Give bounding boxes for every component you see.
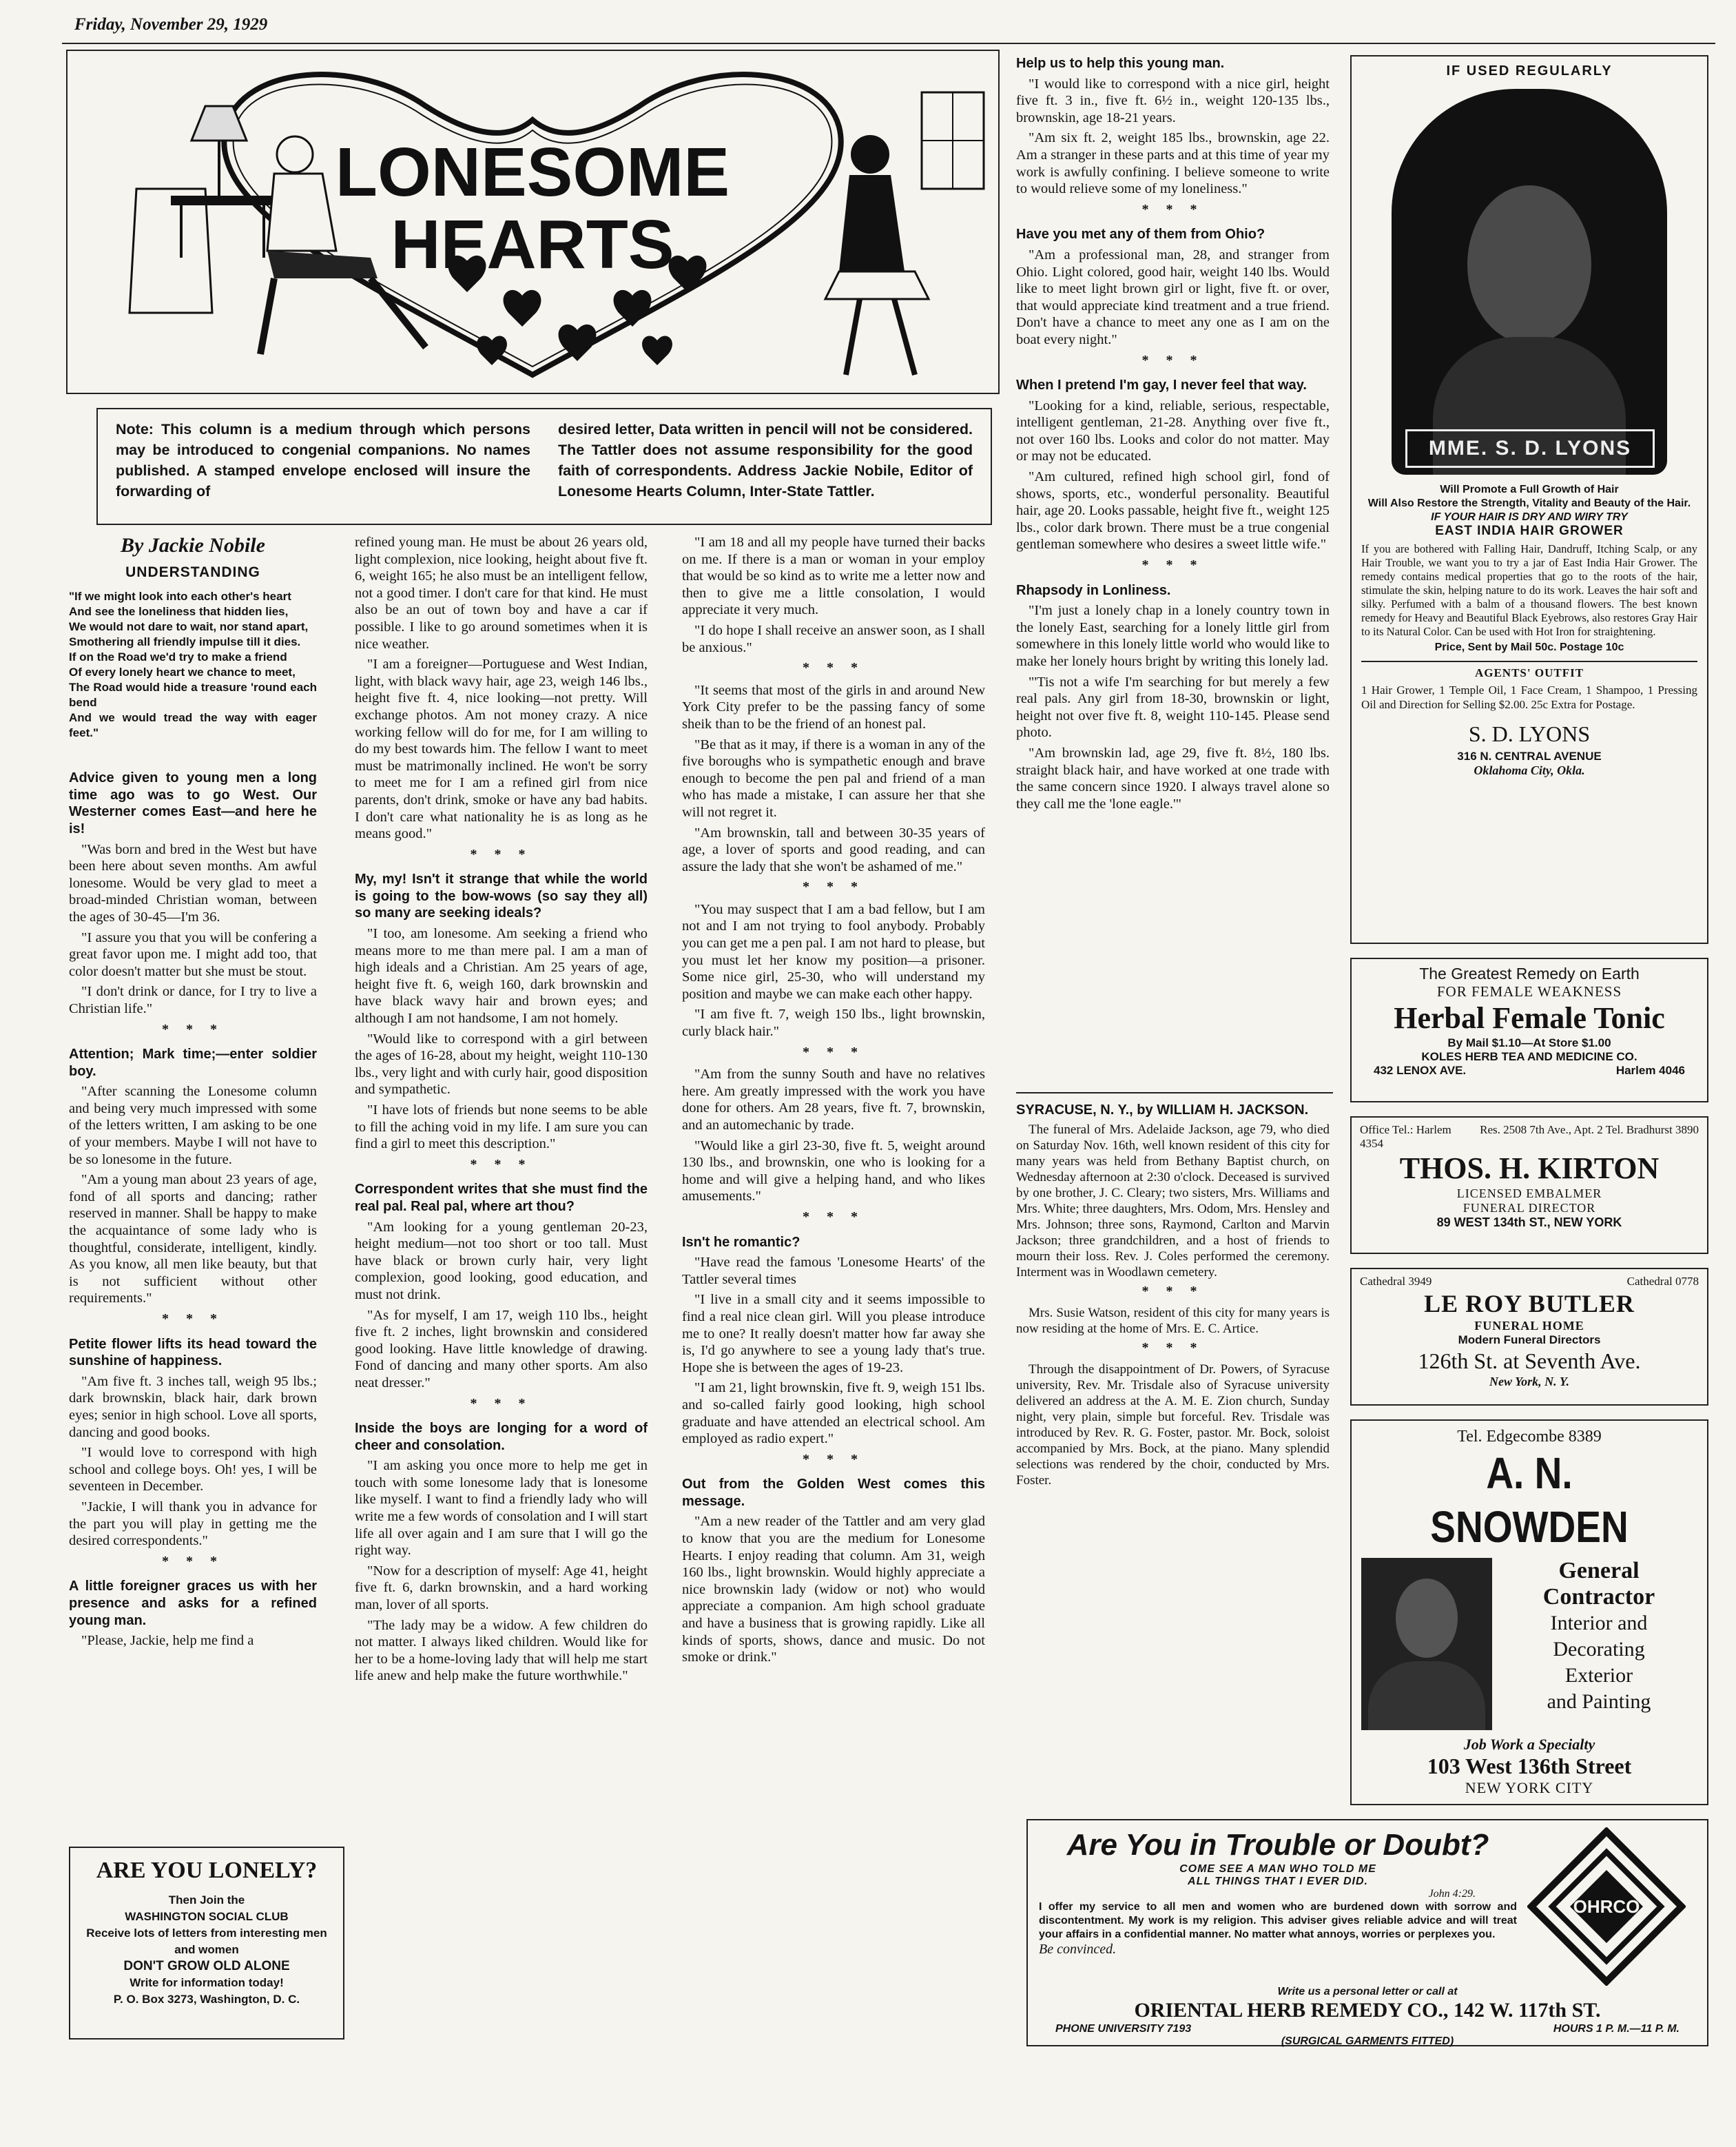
ad-outfit: 1 Hair Grower, 1 Temple Oil, 1 Face Cream, 1 Shampoo, 1 Pressing Oil and Direction for Selling $2.00. 25c Extra for Postage. bbox=[1361, 684, 1697, 711]
ad-phone: Harlem 4046 bbox=[1615, 1064, 1685, 1077]
ad-line: Write for information today! bbox=[130, 1976, 284, 1989]
section-heading: Out from the Golden West comes this message. bbox=[682, 1477, 985, 1509]
ad-address: 126th St. at Seventh Ave. bbox=[1418, 1348, 1641, 1373]
ad-price: By Mail $1.10—At Store $1.00 bbox=[1447, 1036, 1611, 1049]
divider bbox=[1016, 1092, 1333, 1093]
seated-woman-figure bbox=[825, 92, 984, 375]
ad-top: IF USED REGULARLY bbox=[1446, 63, 1613, 79]
ad-line: Job Work a Specialty bbox=[1463, 1736, 1595, 1753]
paragraph: "I don't drink or dance, for I try to live a Christian life." bbox=[69, 984, 317, 1016]
ad-line: IF YOUR HAIR IS DRY AND WIRY TRY bbox=[1431, 511, 1628, 523]
ad-herbal-female-tonic bbox=[1350, 958, 1708, 1102]
ad-address: 316 N. CENTRAL AVENUE bbox=[1457, 750, 1602, 763]
ohrco-logo-icon bbox=[1527, 1827, 1686, 1986]
ad-price: Price, Sent by Mail 50c. Postage 10c bbox=[1434, 641, 1624, 653]
lonesome-hearts-artwork bbox=[68, 51, 998, 393]
paragraph: "Would like to correspond with a girl between the ages of 16-28, about my height, weight 110-130 lbs., very light and with curly hair, good disposition and sympathetic. bbox=[355, 1031, 648, 1098]
paragraph: refined young man. He must be about 26 years old, light complexion, nice looking, height about five ft. 6, weight 165; he also must be an intelligent fellow, not a good timer. I don't care for that kind. He must also be an out of town boy and have a car if possible. I like to go around sometimes when it is nice weather. bbox=[355, 535, 648, 652]
section-heading: A little foreigner graces us with her presence and asks for a refined young man. bbox=[69, 1579, 317, 1628]
column-2 bbox=[355, 534, 648, 2057]
ad-line: The Greatest Remedy on Earth bbox=[1419, 965, 1640, 983]
ad-address: 103 West 136th Street bbox=[1427, 1754, 1632, 1778]
paragraph: "It seems that most of the girls in and around New York City prefer to be the passing fancy of some sheik than to be the friend of an honest pal. bbox=[682, 682, 985, 732]
column-1 bbox=[69, 537, 317, 1836]
paragraph: "Now for a description of myself: Age 41, height five ft. 6, darkn brownskin, and a hard working man, lover of all sports. bbox=[355, 1563, 648, 1613]
paragraph: "I live in a small city and it seems impossible to find a real nice clean girl. Will you please introduce me to one? It really doesn't matter how far away she is, I'd go anywhere to see a young lady that's true. Hope she is between the ages of 19-23. bbox=[682, 1292, 985, 1375]
ad-phone: PHONE UNIVERSITY 7193 bbox=[1055, 2023, 1192, 2035]
portrait-image bbox=[1392, 89, 1667, 475]
separator: * * * bbox=[470, 1395, 533, 1411]
ad-line: Then Join the bbox=[168, 1893, 245, 1907]
ad-oriental-herb-remedy bbox=[1026, 1819, 1708, 2046]
section-heading: Inside the boys are longing for a word of cheer and consolation. bbox=[355, 1421, 648, 1453]
paragraph: "I am 21, light brownskin, five ft. 9, weigh 151 lbs. and so-called fairly good looking, high school graduate and have attended an electrical school. Am employed as radio expert." bbox=[682, 1380, 985, 1447]
portrait-shoulders bbox=[1368, 1661, 1485, 1730]
poem bbox=[69, 589, 317, 741]
ad-east-india-hair-grower bbox=[1350, 55, 1708, 944]
lamp-icon bbox=[171, 106, 274, 258]
ad-company: ORIENTAL HERB REMEDY CO., 142 W. 117th ST. bbox=[1134, 1999, 1601, 2022]
ohrco-logo bbox=[1517, 1827, 1696, 1986]
ad-city: New York, N. Y. bbox=[1489, 1375, 1569, 1388]
paragraph: Through the disappointment of Dr. Powers, of Syracuse university, Rev. Mr. Trisdale also of Syracuse university delivered an address at the A. M. E. Zion church, Sunday night, very plain, simple but forceful. Rev. Trisdale was introduced by Rev. R. G. Foster, pastor. Mr. Bock, soloist accompanied by Mrs. Bock, at the piano. Many splendid selections was rendered by the choir, conducted by Mrs. Foster. bbox=[1016, 1362, 1330, 1488]
ad-verse: John 4:29. bbox=[1428, 1888, 1476, 1900]
ad-line: Interior and bbox=[1550, 1612, 1648, 1634]
ad-line: FUNERAL HOME bbox=[1474, 1319, 1584, 1333]
separator: * * * bbox=[803, 1209, 865, 1224]
poem-line: The Road would hide a treasure 'round each bend bbox=[69, 681, 317, 710]
ad-title: ARE YOU LONELY? bbox=[96, 1858, 318, 1883]
ad-line: FOR FEMALE WEAKNESS bbox=[1436, 983, 1622, 1000]
ad-line: and Painting bbox=[1547, 1690, 1651, 1713]
paragraph: "I am asking you once more to help me get in touch with some lonesome lady that is lonesome like myself. I want to find a friendly lady who will write me a few words of consolation and I will start life all over again and I am sure that I will go the right way. bbox=[355, 1458, 648, 1559]
poem-line: Smothering all friendly impulse till it dies. bbox=[69, 635, 301, 649]
paragraph: "Have read the famous 'Lonesome Hearts' of the Tattler several times bbox=[682, 1255, 985, 1287]
paragraph: "I assure you that you will be confering a great favor upon me. I might add too, that color doesn't matter but she must be stout. bbox=[69, 929, 317, 979]
paragraph: "I too, am lonesome. Am seeking a friend who means more to me than mere pal. I am a man of high ideals and a Christian. Am 25 years of age, height five ft. 6, weigh 160, dark brownskin and have black wavy hair and brown eyes; and although I am not handsome, I am not homely. bbox=[355, 926, 648, 1027]
paragraph: "Am looking for a young gentleman 20-23, height medium—not too short or too tall. Must have black or brown curly hair, very light complexion, good looking, good education, and must not drink. bbox=[355, 1219, 648, 1302]
section-heading: Rhapsody in Lonliness. bbox=[1016, 582, 1171, 598]
editor-note bbox=[96, 408, 992, 525]
separator: * * * bbox=[162, 1553, 224, 1569]
ad-snowden-contractor bbox=[1350, 1419, 1708, 1805]
note-left: Note: This column is a medium through which persons may be introduced to congenial companions. No names published. A stamped envelope enclosed will insure the forwarding of bbox=[116, 421, 530, 500]
separator: * * * bbox=[470, 1156, 533, 1172]
paragraph: "Am five ft. 3 inches tall, weigh 95 lbs.; dark brownskin, black hair, dark brown eyes; senior in high school. Love all sports, dancing and good books. bbox=[69, 1373, 317, 1440]
separator: * * * bbox=[1141, 1340, 1204, 1355]
poem-line: If on the Road we'd try to make a friend bbox=[69, 650, 287, 664]
paragraph: "I would love to correspond with high school and college boys. Oh! yes, I will be seventeen in December. bbox=[69, 1445, 317, 1494]
section-heading: Petite flower lifts its head toward the sunshine of happiness. bbox=[69, 1336, 317, 1369]
header-illustration bbox=[66, 50, 1000, 394]
ad-line: Will Also Restore the Strength, Vitality and Beauty of the Hair. bbox=[1367, 497, 1691, 509]
separator: * * * bbox=[162, 1021, 224, 1037]
section-heading: SYRACUSE, N. Y., by WILLIAM H. JACKSON. bbox=[1016, 1102, 1309, 1118]
ad-line: WASHINGTON SOCIAL CLUB bbox=[125, 1910, 289, 1923]
paragraph: "Am a new reader of the Tattler and am very glad to know that you are the medium for Lonesome Hearts. I enjoy reading that column. Am 31, weigh 160 lbs., light brownskin. Would highly appreciate a nice brownskin lady (widow or not) who would appreciate a companion. Am high school graduate and have a business that is growing rapidly. Like all kinds of sports, shows, dance and music. Do not smoke or drink." bbox=[682, 1514, 985, 1665]
portrait-face bbox=[1467, 185, 1591, 344]
ad-line: Receive lots of letters from interesting men and women bbox=[86, 1927, 327, 1956]
dateline: Friday, November 29, 1929 bbox=[74, 15, 268, 34]
ad-line: Be convinced. bbox=[1039, 1942, 1117, 1957]
poem-title: UNDERSTANDING bbox=[125, 564, 260, 580]
separator: * * * bbox=[1141, 201, 1204, 217]
ad-phone: Cathedral 3949 bbox=[1360, 1275, 1432, 1288]
ad-name: A. N. SNOWDEN bbox=[1430, 1448, 1629, 1552]
ad-maker: KOLES HERB TEA AND MEDICINE CO. bbox=[1421, 1050, 1637, 1063]
paragraph: "As for myself, I am 17, weigh 110 lbs., height five ft. 2 inches, light brownskin and considered good looking. Have little knowledge of drawing. Fond of dancing and many other sports. Am also neat dresser." bbox=[355, 1307, 648, 1390]
ad-name: THOS. H. KIRTON bbox=[1399, 1151, 1660, 1185]
column-4 bbox=[1016, 55, 1330, 1068]
paragraph: "Would like a girl 23-30, five ft. 5, weight around 130 lbs., and brownskin, one who is looking for a home and will give a helping hand, and who likes amusements." bbox=[682, 1138, 985, 1204]
paragraph: "Was born and bred in the West but have been here about seven months. Am awful lonesome. Would be very glad to meet a broad-minded Christian woman, between the ages of 30-45—I'm 36. bbox=[69, 841, 317, 925]
intro: Advice given to young men a long time ago was to go West. Our Westerner comes East—and here he is! bbox=[69, 770, 317, 836]
section-heading: Have you met any of them from Ohio? bbox=[1016, 227, 1265, 243]
ad-washington-social-club bbox=[69, 1847, 344, 2040]
paragraph: "Jackie, I will thank you in advance for the part you will play in getting me the desired correspondents." bbox=[69, 1499, 317, 1549]
portrait-image bbox=[1361, 1558, 1492, 1730]
ad-line: Modern Funeral Directors bbox=[1458, 1333, 1601, 1346]
ad-body: I offer my service to all men and women who are burdened down with sorrow and discontentment. My work is my religion. This adviser gives reliable advice and will treat your affairs in a confidential manner. No matter what annoys, worries or perplexes you. bbox=[1039, 1901, 1517, 1940]
separator: * * * bbox=[1141, 557, 1204, 573]
ad-line: Write us a personal letter or call at bbox=[1277, 1986, 1458, 1997]
poem-line: And see the loneliness that hidden lies, bbox=[69, 605, 289, 619]
ad-line: P. O. Box 3273, Washington, D. C. bbox=[113, 1993, 300, 2006]
ad-line: ALL THINGS THAT I EVER DID. bbox=[1188, 1876, 1368, 1887]
section-heading: When I pretend I'm gay, I never feel that way. bbox=[1016, 378, 1307, 393]
paragraph: "Am brownskin lad, age 29, five ft. 8½, 180 lbs. straight black hair, and have worked at one trade with the same concern since 1920. I always travel alone so they call me the 'lone eagle.'" bbox=[1016, 745, 1330, 812]
ad-line: Decorating bbox=[1553, 1638, 1645, 1661]
section-heading: Help us to help this young man. bbox=[1016, 56, 1225, 71]
title-line-1: LONESOME bbox=[335, 134, 730, 211]
ad-line: Will Promote a Full Growth of Hair bbox=[1440, 484, 1619, 495]
ad-city: NEW YORK CITY bbox=[1465, 1779, 1594, 1796]
ad-line: DON'T GROW OLD ALONE bbox=[123, 1959, 290, 1973]
paragraph: "I'm just a lonely chap in a lonely country town in the lonely East, searching for a lonely little girl from somewhere in this lonely little world who would like to make her lonely hours bright by writing this lonely lad. bbox=[1016, 603, 1330, 669]
title-line-2: HEARTS bbox=[391, 206, 674, 283]
ad-name: LE ROY BUTLER bbox=[1424, 1290, 1635, 1317]
paragraph: "Looking for a kind, reliable, serious, respectable, intelligent gentleman, 21-28. Anything over five ft., not over 160 lbs. Looks and color do not matter. May or may not be educated. bbox=[1016, 398, 1330, 464]
ad-line: COME SEE A MAN WHO TOLD ME bbox=[1179, 1863, 1376, 1875]
paragraph: "'Tis not a wife I'm searching for but merely a few real pals. Any girl from 18-30, brownskin or light, height not over five ft. 8, weight 110-145. Please send photo. bbox=[1016, 674, 1330, 741]
ad-phone: Tel. Edgecombe 8389 bbox=[1457, 1428, 1602, 1446]
paragraph: "I have lots of friends but none seems to be able to fill the aching void in my life. I am sure you can find a girl to meet this description." bbox=[355, 1102, 648, 1152]
paragraph: "Am a young man about 23 years of age, fond of all sports and dancing; rather reserved in manner. Shall be happy to make the acquaintance of some lady who is thoughtful, considerate, intelligent, kindly. As you know, all men like beauty, but that is not sufficient without other requirements." bbox=[69, 1172, 317, 1306]
section-heading: Attention; Mark time;—enter soldier boy. bbox=[69, 1047, 317, 1079]
section-heading: My, my! Isn't it strange that while the world is going to the bow-wows (so say they all) so many are seeking ideals? bbox=[355, 872, 648, 921]
ad-address: 89 WEST 134th ST., NEW YORK bbox=[1436, 1215, 1622, 1229]
paragraph: "I am five ft. 7, weigh 150 lbs., light brownskin, curly black hair." bbox=[682, 1007, 985, 1040]
separator: * * * bbox=[1141, 1284, 1204, 1299]
poem-line: Of every lonely heart we chance to meet, bbox=[69, 666, 296, 679]
separator: * * * bbox=[803, 660, 865, 676]
ad-line: (SURGICAL GARMENTS FITTED) bbox=[1281, 2035, 1454, 2047]
ad-title: Are You in Trouble or Doubt? bbox=[1066, 1828, 1489, 1862]
ad-line: EAST INDIA HAIR GROWER bbox=[1435, 524, 1624, 538]
section-heading: Isn't he romantic? bbox=[682, 1234, 800, 1250]
poem-line: And we would tread the way with eager feet." bbox=[69, 711, 317, 740]
paragraph: "I am a foreigner—Portuguese and West Indian, light, with black wavy hair, age 23, weigh 146 lbs., height five ft. 4, nice looking—not pretty. Will exchange photos. Am not money crazy. A nice working fellow will do for me, for I am willing to do my best towards him. The fellow I want to meet must be matrimonally inclined. He won't be sorry to meet me for I am a refined girl from nice parents, don't drink, smoke or have any bad habits. I don't care what nationality he is as long as he means good." bbox=[355, 657, 648, 842]
ad-line: Contractor bbox=[1542, 1584, 1655, 1610]
ad-body: If you are bothered with Falling Hair, Dandruff, Itching Scalp, or any Hair Trouble, we want you to try a jar of East India Hair Grower. The remedy contains medical properties that go to the roots of the hair, stimulate the skin, helping nature to do its work. Leaves the hair soft and silky. Perfumed with a balm of a thousand flowers. The best known remedy for Heavy and Beautiful Black Eyebrows, also restores Gray Hair to its Natural Color. Can be used with Hot Iron for straightening. bbox=[1361, 542, 1697, 638]
ad-title: Herbal Female Tonic bbox=[1394, 1001, 1665, 1035]
ad-line: LICENSED EMBALMER bbox=[1456, 1186, 1602, 1200]
syracuse-news bbox=[1016, 1102, 1330, 1888]
paragraph: "Please, Jackie, help me find a bbox=[81, 1633, 254, 1649]
ad-line: General bbox=[1558, 1558, 1640, 1583]
ad-line: FUNERAL DIRECTOR bbox=[1463, 1201, 1596, 1215]
ad-office-phone: Office Tel.: Harlem 4354 bbox=[1360, 1123, 1451, 1150]
poem-line: "If we might look into each other's heart bbox=[69, 590, 291, 604]
ad-city: Oklahoma City, Okla. bbox=[1474, 763, 1585, 777]
logo-text: OHRCO bbox=[1573, 1896, 1640, 1917]
ad-le-roy-butler bbox=[1350, 1268, 1708, 1406]
ad-outfit-title: AGENTS' OUTFIT bbox=[1474, 666, 1584, 679]
paragraph: "Be that as it may, if there is a woman in any of the five boroughs who is sympathetic enough and brave enough to become the pen pal and friend of a man who has made a mistake, I can assure her that she will not regret it. bbox=[682, 737, 985, 820]
paragraph: "The lady may be a widow. A few children do not matter. I always liked children. Would like for her to be a home-loving lady that will help me start life anew and help make the future worthwhile." bbox=[355, 1617, 648, 1684]
paragraph: "I do hope I shall receive an answer soon, as I shall be anxious." bbox=[682, 622, 985, 655]
paragraph: Mrs. Susie Watson, resident of this city for many years is now residing at the home of Mrs. E. C. Artice. bbox=[1016, 1306, 1330, 1336]
separator: * * * bbox=[1141, 352, 1204, 368]
paragraph: "After scanning the Lonesome column and being very much impressed with some of the letters written, I am asking to be one of your members. Maybe I will not have to be so lonesome in the future. bbox=[69, 1084, 317, 1167]
separator: * * * bbox=[470, 846, 533, 862]
byline: By Jackie Nobile bbox=[121, 537, 265, 557]
poem-line: We would not dare to wait, nor stand apart, bbox=[69, 620, 309, 634]
ad-kirton-embalmer bbox=[1350, 1116, 1708, 1254]
portrait-caption: MME. S. D. LYONS bbox=[1405, 429, 1655, 468]
section-heading: Correspondent writes that she must find the real pal. Real pal, where art thou? bbox=[355, 1182, 648, 1214]
separator: * * * bbox=[162, 1311, 224, 1326]
paragraph: "Am from the sunny South and have no relatives here. Am greatly impressed with the work you have done for others. Am 28 years, five ft. 7, brownskin, and an automechanic by trade. bbox=[682, 1067, 985, 1133]
paragraph: "I would like to correspond with a nice girl, height five ft. 3 in., five ft. 6½ in., weight 120-135 lbs., brownskin, age 18-21 years. bbox=[1016, 76, 1330, 125]
separator: * * * bbox=[803, 879, 865, 895]
separator: * * * bbox=[803, 1451, 865, 1467]
paragraph: "Am cultured, refined high school girl, fond of shows, sports, etc., wonderful personality. Beautiful hair, age 20. Looks passable, height five ft., weight 125 lbs., color dark brown. There must be a true congenial gentleman somewhere who desires a sweet little wife." bbox=[1016, 469, 1330, 553]
paragraph: "You may suspect that I am a bad fellow, but I am not and I am not trying to fool anybody. Probably you can get me a pen pal. I am not hard to please, but you must let her know my position—a prisoner. Some nice girl, 25-30, who will understand my position and maybe we can make each other happy. bbox=[682, 901, 985, 1002]
ad-hours: HOURS 1 P. M.—11 P. M. bbox=[1553, 2023, 1680, 2035]
top-rule bbox=[62, 43, 1715, 44]
paragraph: "Am a professional man, 28, and stranger from Ohio. Light colored, good hair, weight 140 lbs. Would like to meet light brown girl or light, five ft. or over, that would appreciate kind treatment and a true friend. Don't have a chance to meet any one as I am on the boat every night." bbox=[1016, 247, 1330, 347]
paragraph: "Am brownskin, tall and between 30-35 years of age, a lover of sports and good reading, and can assure the lady that she won't be ashamed of me." bbox=[682, 825, 985, 874]
column-3 bbox=[682, 534, 985, 2057]
separator: * * * bbox=[803, 1044, 865, 1060]
paragraph: "I am 18 and all my people have turned their backs on me. If there is a man or woman in your employ that would be so kind as to write me a letter now and then to give me a little consolation, I would appreciate it very much. bbox=[682, 535, 985, 618]
ad-line: Exterior bbox=[1564, 1664, 1633, 1687]
ad-residence: Res. 2508 7th Ave., Apt. 2 Tel. Bradhurst 3890 bbox=[1480, 1123, 1699, 1136]
paragraph: "Am six ft. 2, weight 185 lbs., brownskin, age 22. Am a stranger in these parts and at this time of year my work is awfully confining. I believe someone to write to would relieve some of my loneliness." bbox=[1016, 130, 1330, 197]
ad-address: 432 LENOX AVE. bbox=[1374, 1064, 1467, 1077]
ad-name: S. D. LYONS bbox=[1468, 721, 1591, 746]
portrait-face bbox=[1396, 1579, 1458, 1658]
paragraph: The funeral of Mrs. Adelaide Jackson, age 79, who died on Saturday Nov. 16th, well known resident of this city for many years was held from Bethany Baptist church, on Wednesday afternoon at 2:30 o'clock. Deceased is survived by one brother, J. C. Cleary; two sisters, Mrs. Williams and Mrs. White; three daughters, Mrs. Odom, Mrs. Hensley and Mrs. Johnson; three sons, Raymond, Carlton and Marvin Jackson; three grandchildren, and a host of friends to mourn their loss. Rev. J. Coles performed the ceremony. Interment was in Woodlawn cemetery. bbox=[1016, 1122, 1330, 1280]
ad-phone: Cathedral 0778 bbox=[1626, 1275, 1699, 1288]
note-right: desired letter, Data written in pencil will not be considered. The Tattler does not assume responsibility for the good faith of correspondents. Address Jackie Nobile, Editor of Lonesome Hearts Column, Inter-State Tattler. bbox=[558, 421, 973, 500]
